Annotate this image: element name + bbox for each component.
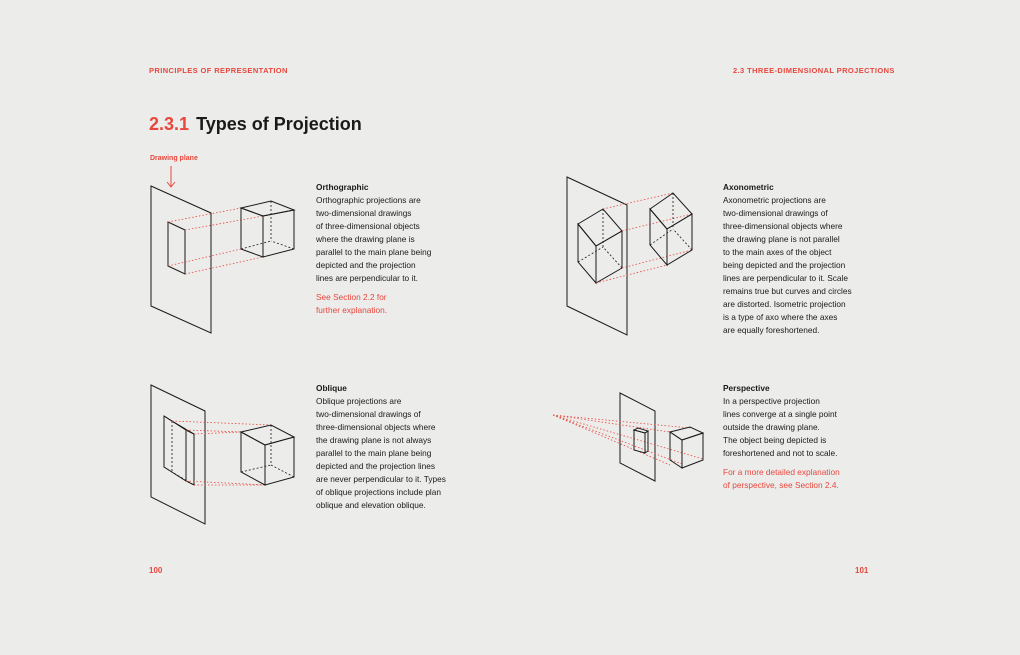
- orthographic-heading: Orthographic: [316, 182, 369, 192]
- oblique-figure: [151, 385, 294, 524]
- running-head-right: 2.3 THREE-DIMENSIONAL PROJECTIONS: [733, 66, 895, 75]
- perspective-heading: Perspective: [723, 383, 770, 393]
- running-head-left: PRINCIPLES OF REPRESENTATION: [149, 66, 288, 75]
- page-number-right: 101: [855, 566, 869, 575]
- axonometric-figure: [567, 177, 692, 335]
- axonometric-body: Axonometric projections are two-dimensional drawings of three-dimensional objects where the drawing plane is not parallel to the main axes of the object being depicted and the projection lines are perpendicular to it. Scale remains true but curves and circles are distorted. Isometric projection is a type of axo where the axes are equally foreshortened.: [723, 195, 852, 335]
- orthographic-note: See Section 2.2 for further explanation.: [316, 292, 388, 315]
- perspective-body: In a perspective projection lines converge at a single point outside the drawing plane. The object being depicted is foreshortened and not to scale.: [723, 396, 838, 458]
- page-number-left: 100: [149, 566, 163, 575]
- oblique-section: [316, 382, 491, 512]
- orthographic-figure: [151, 166, 294, 333]
- axonometric-section: [723, 181, 898, 337]
- perspective-section: [723, 382, 898, 492]
- drawing-plane-label: Drawing plane: [150, 155, 198, 162]
- oblique-heading: Oblique: [316, 383, 347, 393]
- orthographic-body: Orthographic projections are two-dimensional drawings of three-dimensional objects where the drawing plane is parallel to the main plane being depicted and the projection lines are perpendicular to it.: [316, 195, 432, 283]
- title-text: Types of Projection: [196, 114, 362, 134]
- perspective-figure: [553, 393, 703, 481]
- oblique-body: Oblique projections are two-dimensional drawings of three-dimensional objects where the drawing plane is not always parallel to the main plane being depicted and the projection lines are never perpendicular to it. Types of oblique projections include plan oblique and elevation oblique.: [316, 396, 446, 510]
- axonometric-heading: Axonometric: [723, 182, 774, 192]
- orthographic-section: [316, 181, 481, 317]
- perspective-note: For a more detailed explanation of perspective, see Section 2.4.: [723, 467, 840, 490]
- title-number: 2.3.1: [149, 114, 190, 134]
